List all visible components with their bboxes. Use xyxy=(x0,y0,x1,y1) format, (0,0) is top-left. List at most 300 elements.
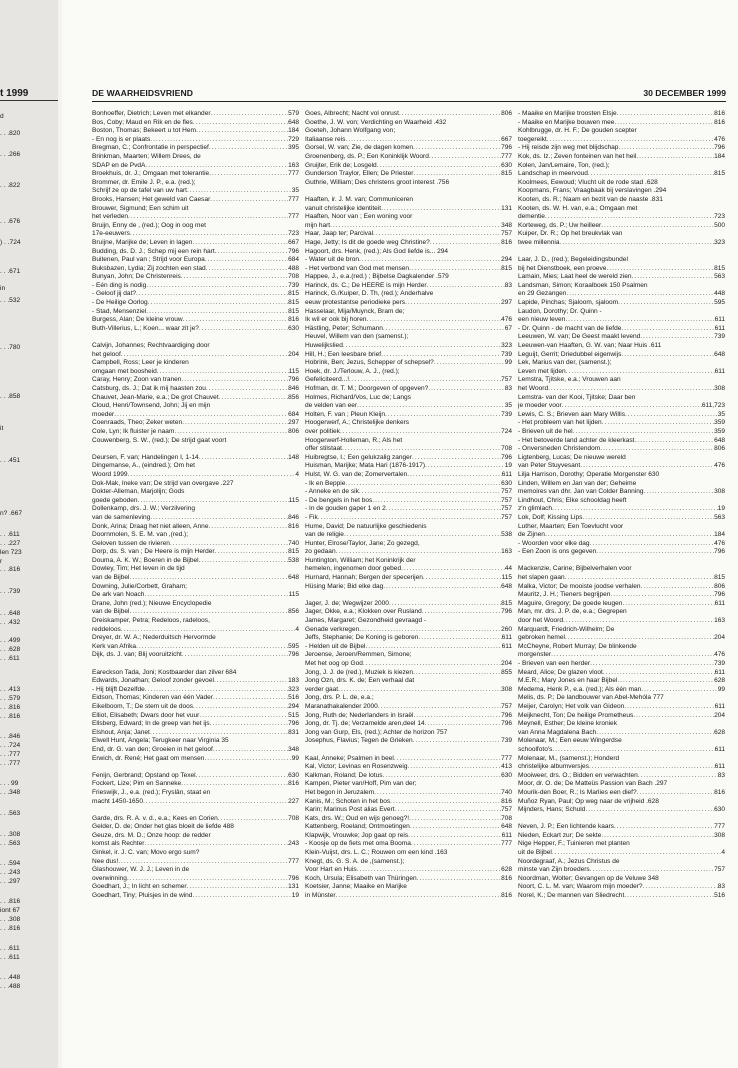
leader-dots xyxy=(196,772,288,781)
entry-text: - Hij reisde zijn weg met blijdschap xyxy=(518,144,619,152)
index-entry xyxy=(92,823,299,832)
index-entry xyxy=(518,505,725,514)
index-entry xyxy=(305,205,512,214)
leader-dots xyxy=(374,789,501,798)
entry-text: en 29 Gezangen xyxy=(518,290,567,298)
leader-dots xyxy=(218,815,288,824)
entry-text: Kampen, Pieter van/Hoff, Pim van der; xyxy=(305,780,417,788)
index-entry xyxy=(92,634,299,643)
leader-dots xyxy=(401,565,505,574)
leader-dots xyxy=(600,445,714,454)
entry-text: Downing, Julie/Corbett, Graham; xyxy=(92,582,187,590)
leader-dots xyxy=(373,230,501,239)
leader-dots xyxy=(214,677,288,686)
leader-dots xyxy=(359,256,501,265)
leader-dots xyxy=(187,187,292,196)
entry-text: De ark van Noach xyxy=(92,591,145,599)
entry-text: Jong, dr. Tj. de; Verzamelde aren,deel 14 xyxy=(305,720,425,728)
index-entry xyxy=(305,686,512,695)
page-reference: 184 xyxy=(714,531,725,539)
index-entry xyxy=(92,282,299,291)
leader-dots xyxy=(410,823,501,832)
index-entry xyxy=(518,574,725,583)
entry-text: Woord 1999 xyxy=(92,470,128,478)
leader-dots xyxy=(641,686,717,695)
page-reference: 757 xyxy=(501,505,512,513)
leader-dots xyxy=(349,376,501,385)
page-reference: 796 xyxy=(288,247,299,255)
entry-text: Douma, A. K. W.; Boeren in de Bijbel xyxy=(92,556,199,564)
index-entry xyxy=(305,892,512,901)
page-reference: 308 xyxy=(714,385,725,392)
leader-dots xyxy=(383,772,502,781)
index-entry xyxy=(92,299,299,308)
index-entry xyxy=(518,471,725,480)
index-entry xyxy=(92,419,299,428)
index-entry xyxy=(305,523,512,532)
page-reference: 611 xyxy=(501,470,512,478)
index-entry xyxy=(518,789,725,798)
entry-text: Hume, David; De natuurlijke geschiedenis xyxy=(305,522,427,530)
entry-text: Ligtenberg, Lucas; De nieuwe wereld xyxy=(518,453,626,461)
entry-text: Ik wil er ook bij horen xyxy=(305,316,367,324)
index-entry xyxy=(92,531,299,540)
page-reference: 515 xyxy=(288,711,299,719)
page-reference: 796 xyxy=(288,720,299,728)
index-entry xyxy=(305,368,512,377)
index-entry xyxy=(92,755,299,764)
entry-text: Gefeliciteerd...! xyxy=(305,376,350,384)
leader-dots xyxy=(130,230,288,239)
index-entry xyxy=(518,703,725,712)
page-reference: 816 xyxy=(714,118,725,126)
entry-text: Medema, Henk P., e.a. (red.); Als één man xyxy=(518,685,642,693)
entry-text: Catsburg, ds. J.; Dat ik mij haasten zou xyxy=(92,385,206,392)
entry-text: Nieden, Eckart zur; De sekte xyxy=(518,831,602,839)
page-reference: 806 xyxy=(288,427,299,435)
index-entry xyxy=(518,892,725,901)
index-entry xyxy=(92,119,299,128)
entry-text: Koch, Ursula; Elisabeth van Thüringen xyxy=(305,874,417,882)
previous-page-line: d xyxy=(0,113,4,120)
index-entry xyxy=(305,119,512,128)
index-entry xyxy=(92,651,299,660)
leader-dots xyxy=(170,540,288,549)
leader-dots xyxy=(192,239,288,248)
entry-text: Lindhout, Chris; Elke schooldag heeft xyxy=(518,496,627,504)
entry-text: van Peter Stuyvesant xyxy=(518,462,581,470)
entry-text: Landschap in meervoud xyxy=(518,170,588,178)
page-reference: 359 xyxy=(714,427,725,435)
entry-text: Man, mr. drs. J. P. de, e.a.; Gegrepen xyxy=(518,608,627,616)
page-reference: 35 xyxy=(717,410,725,418)
entry-text: Elshout, Anja; Janet xyxy=(92,728,150,736)
index-entry xyxy=(305,179,512,188)
entry-text: End, dr. G. van den; Groeien in het geloof xyxy=(92,745,213,753)
page-reference: 323 xyxy=(288,685,299,693)
entry-text: Hobrink, Ben; Jezus, Schepper of schepsel? xyxy=(305,359,434,367)
previous-page-line: . . .488 xyxy=(0,983,21,990)
page-reference: 648 xyxy=(714,436,725,444)
index-entry xyxy=(305,643,512,652)
index-entry xyxy=(518,720,725,729)
leader-dots xyxy=(545,213,714,222)
index-entry xyxy=(518,729,725,738)
entry-text: Meijer, Carolyn; Het volk van Gideon xyxy=(518,702,625,710)
entry-text: schoolfoto's xyxy=(518,745,553,753)
leader-dots xyxy=(617,677,714,686)
entry-text: het Woord xyxy=(518,385,549,392)
leader-dots xyxy=(128,213,288,222)
leader-dots xyxy=(580,462,714,471)
index-entry xyxy=(92,729,299,738)
leader-dots xyxy=(211,110,289,119)
leader-dots xyxy=(357,402,505,411)
page-reference: 348 xyxy=(501,221,512,229)
index-entry xyxy=(305,617,512,626)
page-reference: 856 xyxy=(288,393,299,401)
leader-dots xyxy=(148,299,288,308)
index-entry xyxy=(305,256,512,265)
leader-dots xyxy=(565,634,714,643)
page-reference: 19 xyxy=(291,892,299,900)
entry-text: Happee, J., e.a.(red.) ; Bijbelse Dagkalender .579 xyxy=(305,273,449,281)
entry-text: Geloven tussen de rivieren xyxy=(92,539,170,547)
index-entry xyxy=(518,823,725,832)
index-entry xyxy=(305,248,512,257)
index-entry xyxy=(518,488,725,497)
index-entry xyxy=(305,385,512,394)
page-reference: 777 xyxy=(288,857,299,865)
page-reference: 395 xyxy=(288,144,299,152)
page-reference: 184 xyxy=(714,152,725,160)
entry-text: Hofman, dr. T. M.; Doorgeven of opgeven? xyxy=(305,385,429,392)
index-entry xyxy=(518,583,725,592)
index-entry xyxy=(518,419,725,428)
leader-dots xyxy=(429,153,501,162)
page-reference: 148 xyxy=(288,453,299,461)
entry-text: Jong, J. J. de (red.), Muziek is kiezen xyxy=(305,668,414,676)
leader-dots xyxy=(205,256,288,265)
index-entry xyxy=(518,643,725,652)
entry-text: Erwich, dr. René; Het gaat om mensen xyxy=(92,754,205,762)
leader-dots xyxy=(617,110,714,119)
leader-dots xyxy=(407,471,501,480)
entry-text: Harinck, G./Kuiper, D. Th, (red.); Anderhalve xyxy=(305,290,434,298)
index-entry xyxy=(305,144,512,153)
page-reference: 831 xyxy=(288,728,299,736)
index-entry xyxy=(305,737,512,746)
letter-group-gap xyxy=(305,591,512,600)
page-reference: 115 xyxy=(288,367,299,375)
page-reference: 816 xyxy=(501,874,512,882)
page-reference: 611 xyxy=(501,642,512,650)
entry-text: minste van Zijn broeders xyxy=(518,866,590,874)
index-entry xyxy=(305,376,512,385)
index-entry xyxy=(92,832,299,841)
page-reference: 816 xyxy=(288,522,299,530)
leader-dots xyxy=(150,136,288,145)
previous-page-line: . . .451 xyxy=(0,457,21,464)
entry-text: Jeroense, Jeroen/Remmen, Simone; xyxy=(305,651,412,659)
page-reference: 563 xyxy=(714,273,725,281)
entry-text: Goedhart, J.; In licht en schemer xyxy=(92,883,187,891)
entry-text: Kok, ds. Iz.; Zeven fonteinen van het heil xyxy=(518,152,637,160)
entry-text: Nee dus! xyxy=(92,857,119,865)
index-entry xyxy=(518,222,725,231)
page-reference: 611 xyxy=(714,367,725,375)
index-entry xyxy=(92,411,299,420)
page-reference: 628 xyxy=(501,866,512,874)
page-reference: 815 xyxy=(288,548,299,556)
leader-dots xyxy=(193,703,288,712)
leader-dots xyxy=(196,127,288,136)
page-reference: 19 xyxy=(717,505,725,513)
entry-text: Noordegraaf, A.; Jezus Christus de xyxy=(518,857,620,865)
leader-dots xyxy=(183,316,288,325)
previous-page-line: . . .448 xyxy=(0,974,21,981)
leader-dots xyxy=(637,789,714,798)
index-entry xyxy=(92,608,299,617)
leader-dots xyxy=(145,162,288,171)
index-entry xyxy=(305,273,512,282)
page-reference: 816 xyxy=(288,316,299,324)
entry-text: uit de Bijbel xyxy=(518,849,552,857)
page-reference: 777 xyxy=(288,213,299,221)
index-entry xyxy=(92,523,299,532)
index-entry xyxy=(518,205,725,214)
entry-text: macht 1450-1650 xyxy=(92,797,143,805)
index-entry xyxy=(305,626,512,635)
leader-dots xyxy=(383,325,505,334)
entry-text: Landsman, Simon; Koraalboek 150 Psalmen xyxy=(518,281,648,289)
leader-dots xyxy=(590,866,714,875)
leader-dots xyxy=(206,385,288,394)
index-entry xyxy=(92,883,299,892)
entry-text: Hage, Jetty; Is dit de goede weg Christine? xyxy=(305,238,430,246)
index-entry xyxy=(305,823,512,832)
leader-dots xyxy=(359,626,501,635)
leader-dots xyxy=(344,531,501,540)
page-reference: 630 xyxy=(501,161,512,169)
index-entry xyxy=(92,359,299,368)
leader-dots xyxy=(418,634,501,643)
entry-text: Glashouwer, W. J. J.; Leven in de xyxy=(92,866,190,874)
entry-text: Neven, J. P.; Een lichtende kaars xyxy=(518,823,614,831)
index-entry xyxy=(518,755,725,764)
index-entry xyxy=(518,669,725,678)
page-reference: 630 xyxy=(714,806,725,814)
index-entry xyxy=(518,325,725,334)
entry-text: Gelder, D. de; Onder het glas bloeit de liefde 488 xyxy=(92,823,234,831)
index-entry xyxy=(305,540,512,549)
page-reference: 83 xyxy=(504,281,512,289)
entry-text: Buth-Villerius, L.; Koen... waar zit je? xyxy=(92,324,199,332)
letter-group-gap xyxy=(518,557,725,566)
entry-text: Heuvel, Willem van den (samenst.); xyxy=(305,333,409,341)
leader-dots xyxy=(136,290,288,299)
index-entry xyxy=(518,651,725,660)
page-reference: 538 xyxy=(288,556,299,564)
entry-text: Hoek, dr. J./Terlouw, A. J., (red.); xyxy=(305,367,400,375)
leader-dots xyxy=(345,136,501,145)
previous-page-line: . . .671 xyxy=(0,268,21,275)
page-reference: 684 xyxy=(288,256,299,264)
leader-dots xyxy=(408,763,502,772)
entry-text: mijn hart xyxy=(305,221,331,229)
entry-text: Kats, drs. W.; Oud en wijs genoeg?! xyxy=(305,814,410,822)
leader-dots xyxy=(145,686,288,695)
index-entry xyxy=(92,462,299,471)
entry-text: Muñoz Ryan, Paul; Op weg naar de vrijheid .628 xyxy=(518,797,659,805)
entry-text: - Het verbond van God met mensen xyxy=(305,264,410,272)
previous-page-line: . . .308 xyxy=(0,831,21,838)
leader-dots xyxy=(621,325,714,334)
entry-text: Haaften, Noor van ; Een woning voor xyxy=(305,213,413,221)
index-entry xyxy=(305,548,512,557)
leader-dots xyxy=(548,385,714,394)
letter-group-gap xyxy=(92,763,299,772)
previous-page-line: . . .846 xyxy=(0,733,21,740)
leader-dots xyxy=(565,316,714,325)
leader-dots xyxy=(150,729,288,738)
index-entry xyxy=(92,686,299,695)
entry-text: M.E.R.; Mary Jones en haar Bijbel xyxy=(518,677,618,685)
page-reference: 757 xyxy=(501,488,512,496)
leader-dots xyxy=(614,119,714,128)
index-entry xyxy=(92,351,299,360)
entry-text: Haar, Jaap ter; Parcival xyxy=(305,230,374,238)
previous-page-line: ) . .724 xyxy=(0,239,21,246)
entry-text: de velden van eer xyxy=(305,402,358,410)
index-entry xyxy=(92,110,299,119)
index-entry xyxy=(305,419,512,428)
index-entry xyxy=(305,583,512,592)
entry-text: - Geloof jij dat? xyxy=(92,290,137,298)
entry-text: morgenster xyxy=(518,651,552,659)
leader-dots xyxy=(146,282,288,291)
entry-text: Brommer, dr. Emile J. P., e.a. (red.); xyxy=(92,178,196,186)
leader-dots xyxy=(618,299,714,308)
leader-dots xyxy=(372,497,501,506)
entry-text: Ellsberg, Edward; In de greep van het ijs xyxy=(92,720,210,728)
page-reference: 35 xyxy=(504,402,512,410)
index-entry xyxy=(92,677,299,686)
index-entry xyxy=(518,351,725,360)
entry-text: Noordman, Wolter; Gevangen op de Veluwe 348 xyxy=(518,874,659,882)
entry-text: Hoogerwerf-Holleman, R.; Als het xyxy=(305,436,403,444)
entry-text: Dollenkamp, drs. J. W.; Verzilvering xyxy=(92,505,195,513)
entry-text: Molenaar, M., (samenst.); Honderd xyxy=(518,754,620,762)
entry-text: memoires van dhr. Jan van Colder Banning xyxy=(518,488,644,496)
entry-text: - Fik xyxy=(305,513,318,521)
index-entry xyxy=(518,694,725,703)
previous-page-line: . . .777 xyxy=(0,760,21,767)
entry-text: Gorsel, W. van; Zie, de dagen komen xyxy=(305,144,414,152)
previous-page-line: . . .499 xyxy=(0,637,21,644)
index-entry xyxy=(92,866,299,875)
entry-text: het geloof xyxy=(92,350,121,358)
entry-text: Calvijn, Johannes; Rechtvaardiging door xyxy=(92,342,210,350)
index-entry xyxy=(92,187,299,196)
page-reference: 806 xyxy=(501,110,512,117)
page-reference: 611 xyxy=(714,745,725,753)
leader-dots xyxy=(336,548,501,557)
leader-dots xyxy=(381,205,501,214)
index-entry xyxy=(305,660,512,669)
entry-text: Buitenen, Paul van ; Strijd voor Europa xyxy=(92,256,205,264)
leader-dots xyxy=(588,170,714,179)
index-entry xyxy=(305,316,512,325)
page-reference: 323 xyxy=(501,342,512,350)
leader-dots xyxy=(552,505,718,514)
previous-page-line: . . .413 xyxy=(0,686,21,693)
entry-text: van de samenleving xyxy=(92,513,151,521)
previous-page-line: . . .611 xyxy=(0,531,20,538)
leader-dots xyxy=(114,411,288,420)
index-entry xyxy=(305,763,512,772)
index-entry xyxy=(305,815,512,824)
index-entry xyxy=(305,505,512,514)
entry-text: Dijk, ds. J. van; Blij vooruitzicht xyxy=(92,651,182,659)
page-reference: 855 xyxy=(501,668,512,676)
page-reference: 131 xyxy=(501,204,512,212)
entry-text: Hagoort, drs. Henk, (red.); Als God liefde is... 294 xyxy=(305,247,449,255)
index-entry xyxy=(92,256,299,265)
index-entry xyxy=(305,265,512,274)
entry-text: Lapide, Pinchas; Sjaloom, sjaloom xyxy=(518,299,619,307)
leader-dots xyxy=(150,514,288,523)
previous-page-line: iont 67 xyxy=(0,907,20,914)
index-entry xyxy=(92,368,299,377)
index-entry xyxy=(518,523,725,532)
index-entry xyxy=(518,540,725,549)
index-entry xyxy=(518,402,725,411)
entry-text: Koetsier, Janne; Maaike en Marijke xyxy=(305,883,407,891)
index-entry xyxy=(305,110,512,119)
previous-page-line: . . .227 xyxy=(0,540,21,547)
entry-text: Huisman, Marijke; Mata Hari (1876-1917) xyxy=(305,462,426,470)
page-reference: 815 xyxy=(714,170,725,178)
entry-text: Kolen, Jan/Lemaire, Ton, (red.); xyxy=(518,161,610,169)
index-entry xyxy=(518,883,725,892)
entry-text: Caray, Henry; Zoon van tranen xyxy=(92,376,182,384)
page-reference: 806 xyxy=(714,445,725,453)
entry-text: Genade verkregen xyxy=(305,625,360,633)
index-column-3 xyxy=(518,110,725,901)
page-reference: 757 xyxy=(501,496,512,504)
leader-dots xyxy=(563,617,714,626)
page-reference: 563 xyxy=(714,513,725,521)
entry-text: over politiek xyxy=(305,427,340,435)
index-entry xyxy=(518,591,725,600)
page-reference: 739 xyxy=(501,350,512,358)
index-entry xyxy=(92,780,299,789)
index-entry xyxy=(305,127,512,136)
letter-group-gap xyxy=(305,746,512,755)
entry-text: - Maaike en Marijke bouwen mee xyxy=(518,118,615,126)
letter-group-gap xyxy=(92,333,299,342)
index-entry xyxy=(305,325,512,334)
previous-page-year: t 1999 xyxy=(0,88,29,99)
index-entry xyxy=(92,394,299,403)
page-reference: 796 xyxy=(714,548,725,556)
index-entry xyxy=(305,789,512,798)
index-entry xyxy=(305,162,512,171)
index-entry xyxy=(518,686,725,695)
index-entry xyxy=(305,402,512,411)
previous-page-line: it xyxy=(0,425,4,432)
